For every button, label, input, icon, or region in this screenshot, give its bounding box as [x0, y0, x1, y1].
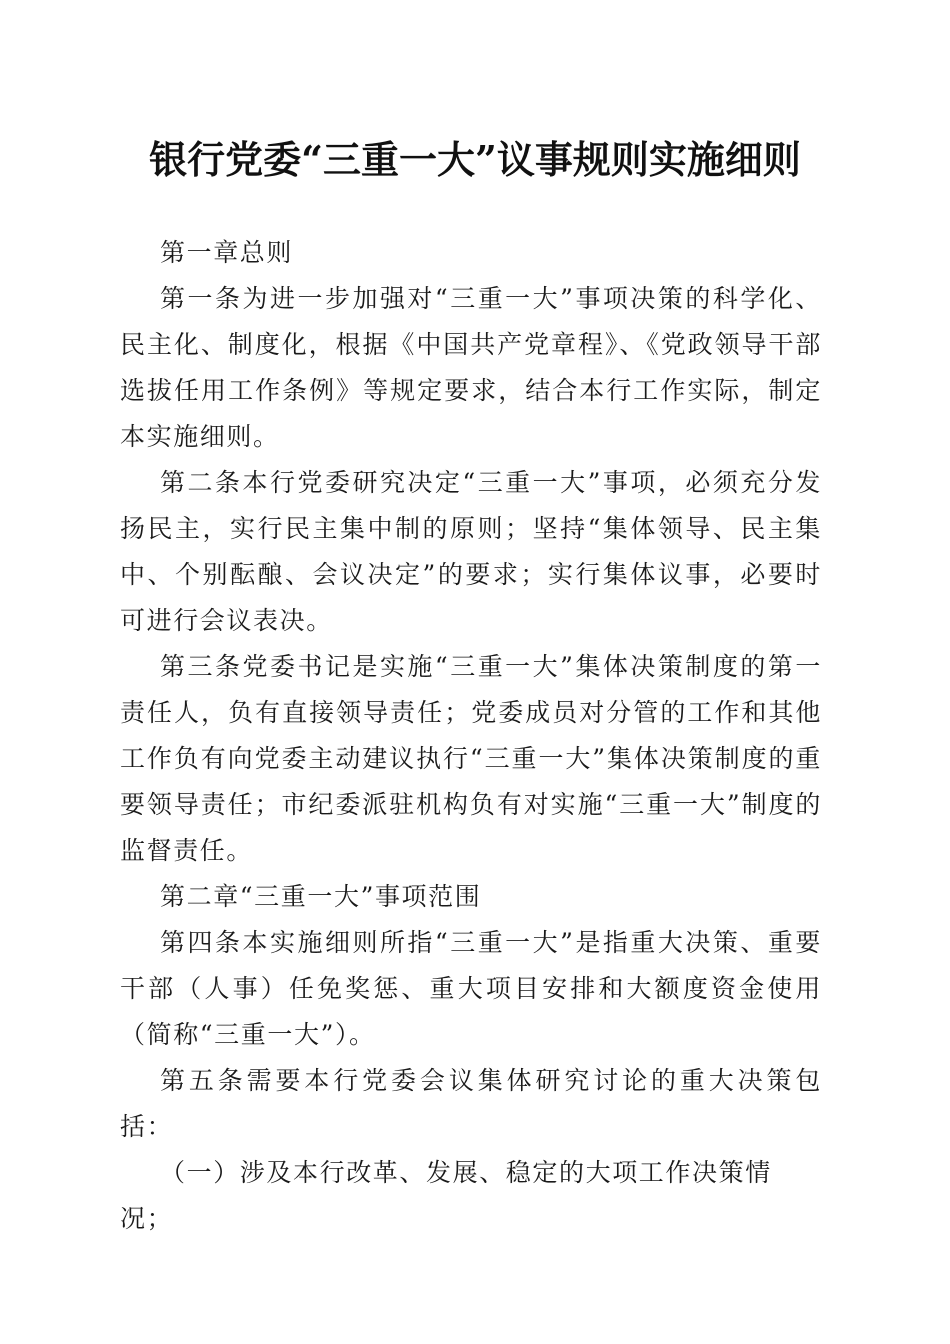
- list-item: （一）涉及本行改革、发展、稳定的大项工作决策情况；: [120, 1158, 772, 1233]
- document-title: 银行党委“三重一大”议事规则实施细则: [149, 137, 801, 182]
- chapter-heading: 第二章“三重一大”事项范围: [160, 882, 482, 911]
- article-paragraph: 第一条为进一步加强对“三重一大”事项决策的科学化、民主化、制度化，根据《中国共产党章程》、《党政领导干部选拔任用工作条例》等规定要求，结合本行工作实际，制定本实施细则。: [120, 284, 822, 451]
- article-paragraph: 第三条党委书记是实施“三重一大”集体决策制度的第一责任人，负有直接领导责任；党委成员对分管的工作和其他工作负有向党委主动建议执行“三重一大”集体决策制度的重要领导责任；市纪委派驻机构负有对实施“三重一大”制度的监督责任。: [120, 652, 822, 865]
- article-paragraph: 第四条本实施细则所指“三重一大”是指重大决策、重要干部（人事）任免奖惩、重大项目安排和大额度资金使用（简称“三重一大”）。: [120, 928, 822, 1049]
- document-body: [120, 230, 822, 1242]
- chapter-heading: 第一章总则: [160, 238, 294, 267]
- article-paragraph: 第五条需要本行党委会议集体研究讨论的重大决策包括：: [120, 1066, 822, 1141]
- article-paragraph: 第二条本行党委研究决定“三重一大”事项，必须充分发扬民主，实行民主集中制的原则；坚持“集体领导、民主集中、个别酝酿、会议决定”的要求；实行集体议事，必要时可进行会议表决。: [120, 468, 822, 635]
